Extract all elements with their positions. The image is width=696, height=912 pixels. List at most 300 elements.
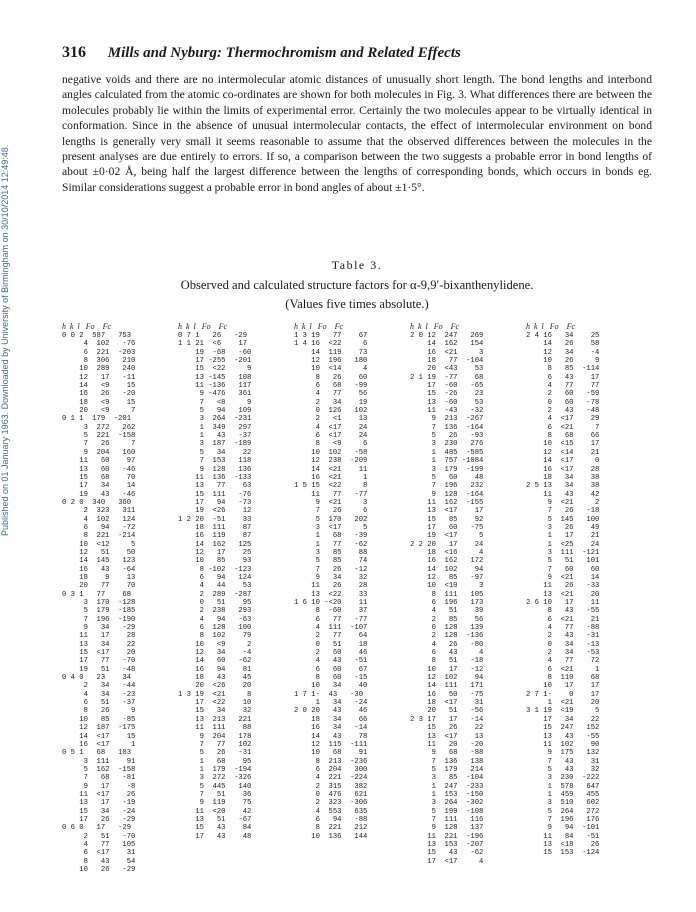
table-row: 5 162 -158 [62,765,136,774]
table-row: 3 272 -326 [178,774,252,783]
table-row: 9 <21 3 [294,498,368,507]
table-row: 13 <17 17 [410,507,484,516]
table-row: 10 <15 17 [526,440,600,449]
table-row: 15 26 22 [410,724,484,733]
table-row: 19 <17 5 [410,532,484,541]
table-row: 5 179 214 [410,765,484,774]
table-row: 4 94 -63 [178,615,252,624]
table-row: 2 128 -136 [410,632,484,641]
table-row: 18 34 38 [526,473,600,482]
table-row: 4 111 -107 [294,624,368,633]
table-row: 10 289 240 [62,365,136,374]
table-row: 0 51 18 [294,640,368,649]
table-row: 11 84 -51 [526,832,600,841]
table-row: 6 51 -37 [62,699,136,708]
table-row: 3 510 602 [526,799,600,808]
table-row: 13 17 -19 [62,799,136,808]
table-row: 8 -60 37 [294,607,368,616]
table-row: 3 179 -199 [410,465,484,474]
table-row: 1 17 21 [526,532,600,541]
table-row: 2 77 64 [294,632,368,641]
table-row: 6 221 -203 [62,348,136,357]
table-row: 16 34 -14 [294,724,368,733]
table-row: 3 264 -231 [178,415,252,424]
table-row: 3 187 -189 [178,440,252,449]
table-row: 3 1 19 <19 5 [526,707,600,716]
table-row: 10 102 -58 [294,448,368,457]
page-header [62,44,652,62]
table-row: 11 -136 117 [178,382,252,391]
table-row: 1 4 16 <22 6 [294,340,368,349]
table-row: 18 77 -104 [410,357,484,366]
table-row: 1 77 -62 [294,540,368,549]
table-row: 14 102 94 [410,565,484,574]
table-row: 0 4 0 23 34 [62,674,132,683]
table-row: 13 <18 26 [526,840,600,849]
table-row: 1 2 20 -51 33 [178,515,252,524]
table-row: 9 34 -29 [62,624,136,633]
table-row: 14 111 171 [410,682,484,691]
table-row: 8 26 60 [294,373,368,382]
table-row: 11 43 42 [526,490,600,499]
table-row: 14 119 73 [294,348,368,357]
table-row: 10 <9 2 [178,640,252,649]
table-row: 11 111 88 [178,724,252,733]
table-row: 18 34 66 [294,715,368,724]
table-row: 2 43 -48 [526,407,600,416]
table-caption: Observed and calculated structure factors for α-9,9′-bixanthenylidene. [180,278,534,292]
table-row: 10 <14 4 [294,365,368,374]
table-row: 9 34 32 [294,573,368,582]
table-row: 5 60 48 [410,473,484,482]
table-row: 7 26 6 [294,507,368,516]
table-row: 2 0 12 247 269 [410,332,484,340]
table-row: 5 94 109 [178,407,252,416]
table-row: 7 <8 9 [178,398,252,407]
table-row: 13 -60 53 [410,398,484,407]
table-row: 18 111 87 [178,523,252,532]
table-row: 19 -68 -60 [178,348,252,357]
table-row: 1 757 -1084 [410,457,484,466]
column-header: h k l Fo Fc [410,322,460,331]
table-row: 9 119 75 [178,799,252,808]
table-row: 2 34 -53 [526,649,600,658]
table-row: 0 0 2 587 753 [62,332,132,340]
table-row: 15 111 -76 [178,490,252,499]
table-row: 10 34 40 [294,682,368,691]
table-row: 17 34 22 [526,715,600,724]
table-row: 8 102 79 [178,632,252,641]
table-row: 4 77 105 [62,840,136,849]
table-label: Table 3. [331,258,383,272]
table-row: 20 <43 53 [410,365,484,374]
table-row: 6 77 -77 [294,615,368,624]
table-row: 2 51 -70 [62,832,136,841]
table-row: 12 17 25 [178,548,252,557]
table-row: 8 26 9 [62,707,136,716]
table-row: 17 94 -73 [178,498,252,507]
table-row: 1 1 21 <6 17 [178,340,248,349]
table-row: 9 17 -8 [62,782,136,791]
table-row: 1 3 19 77 67 [294,332,368,340]
table-row: 12 34 -4 [526,348,600,357]
table-row: 8 60 -15 [294,674,368,683]
table-row: 11 <17 26 [62,790,136,799]
table-row: 17 <17 4 [410,857,484,866]
table-row: 4 34 -23 [62,690,136,699]
column-header: h k l Fo Fc [62,322,112,331]
table-row: 13 77 63 [178,482,252,491]
table-row: 9 128 -164 [410,490,484,499]
table-row: 1 68 95 [178,757,252,766]
table-row: 16 <21 3 [410,348,484,357]
table-row: 2 34 -44 [62,682,136,691]
table-row: 1 7 1- 43 -30 [294,690,364,699]
column-header: h k l Fo Fc [178,322,228,331]
table-row: 8 68 66 [526,432,600,441]
table-row: 2 323 -306 [294,799,368,808]
table-row: 8 221 212 [294,824,368,833]
table-row: 18 9 13 [62,573,136,582]
table-row: 6 <17 31 [62,849,136,858]
table-row: 1 <25 24 [526,540,600,549]
table-row: 15 85 92 [410,515,484,524]
table-row: 17 -60 -65 [410,382,484,391]
table-row: 10 26 9 [526,357,600,366]
table-row: 4 43 -51 [294,657,368,666]
table-row: 6 94 -88 [294,815,368,824]
table-row: 8 85 -114 [526,365,600,374]
table-row: 7 136 138 [410,757,484,766]
table-row: 10 85 -85 [62,715,136,724]
table-row: 19 43 -46 [62,490,136,499]
table-row: 5 170 202 [294,515,368,524]
table-row: 14 162 154 [410,340,484,349]
table-row: 11 77 -77 [294,490,368,499]
table-row: 0 7 1 26 -29 [178,332,248,340]
table-row: 19 <26 12 [178,507,252,516]
table-row: 13 <17 13 [410,732,484,741]
table-column-4 [410,322,510,866]
table-row: 2 2 20 17 24 [410,540,484,549]
table-row: 14 <21 11 [294,465,368,474]
table-row: 2 315 382 [294,782,368,791]
table-row: 6 <21 7 [526,423,600,432]
table-row: 9 -476 361 [178,390,252,399]
column-header: h k l Fo Fc [294,322,344,331]
table-row: 2 60 -59 [526,390,600,399]
table-row: 1 578 647 [526,782,600,791]
table-row: 7 196 -190 [62,615,136,624]
table-row: 9 204 178 [178,732,252,741]
table-row: 13 <22 33 [294,590,368,599]
table-row: 0 34 -13 [526,640,600,649]
table-row: 12 115 -111 [294,740,368,749]
table-row: 4 <17 29 [526,415,600,424]
table-row: 17 60 -75 [410,523,484,532]
table-row: 1 6 10 -<20 11 [294,599,368,607]
table-row: 14 60 -62 [178,657,252,666]
table-row: 17 34 14 [62,482,136,491]
table-row: 11 136 -133 [178,473,252,482]
table-row: 8 306 210 [62,357,136,366]
table-row: 1 <21 20 [526,699,600,708]
table-row: 5 179 -185 [62,607,136,616]
table-row: 7 26 7 [62,440,136,449]
table-row: 11 20 -20 [410,740,484,749]
table-row: 10 <10 3 [410,582,484,591]
table-row: 12 102 94 [410,674,484,683]
table-row: 7 26 -12 [294,565,368,574]
table-row: 2 <1 13 [294,415,368,424]
table-row: 16 <21 1 [294,473,368,482]
table-row: 0 476 621 [294,790,368,799]
table-row: 11 102 90 [526,740,600,749]
table-row: 7 60 60 [526,565,600,574]
table-row: 0 126 102 [294,407,368,416]
table-row: 4 221 -224 [294,774,368,783]
table-row: 7 51 36 [178,790,252,799]
structure-factor-table [62,322,642,902]
table-row: 6 68 -99 [294,382,368,391]
column-header: h k l Fo Fc [526,322,576,331]
table-row: 1 34 -24 [294,699,368,708]
table-row: 6 94 124 [178,573,252,582]
table-row: 14 145 123 [62,557,136,566]
table-row: 7 68 -81 [62,774,136,783]
table-row: 16 <17 28 [526,465,600,474]
table-row: 13 43 -55 [526,732,600,741]
table-row: 15 43 -62 [410,849,484,858]
table-row: 14 26 58 [526,340,600,349]
table-row: 6 60 67 [294,665,368,674]
table-row: 20 77 70 [62,582,136,591]
table-row: 3 230 276 [410,440,484,449]
table-row: 1 43 -37 [178,432,252,441]
table-row: 9 68 -88 [410,749,484,758]
table-row: 4 102 124 [62,515,136,524]
table-row: 2 60 46 [294,649,368,658]
table-row: 0 51 95 [178,599,252,607]
table-row: 4 51 39 [410,607,484,616]
column-rows [526,332,626,858]
table-row: 15 <17 20 [62,649,136,658]
table-row: 6 43 17 [526,373,600,382]
table-row: 1 68 -39 [294,532,368,541]
table-row: 15 153 -124 [526,849,600,858]
table-row: 3 85 88 [294,548,368,557]
table-row: 14 43 78 [294,732,368,741]
table-row: 6 128 100 [178,624,252,633]
table-row: 18 <17 31 [410,699,484,708]
table-row: 4 553 635 [294,807,368,816]
table-row: 3 170 -128 [62,599,136,607]
table-row: 11 <20 42 [178,807,252,816]
table-row: 0 60 -78 [526,398,600,407]
table-row: 16 50 -75 [410,690,484,699]
table-row: 8 <9 6 [294,440,368,449]
table-row: 14 <17 0 [526,457,600,466]
table-row: 3 85 -104 [410,774,484,783]
table-row: 5 51 101 [526,557,600,566]
table-row: 8 43 54 [62,857,136,866]
table-row: 12 187 -175 [62,724,136,733]
table-row: 2 0 20 43 46 [294,707,368,716]
table-row: 12 51 50 [62,548,136,557]
table-row: 1 247 -233 [410,782,484,791]
table-row: 10 136 144 [294,832,368,841]
column-rows [410,332,510,866]
table-row: 3 230 -222 [526,774,600,783]
table-row: 8 221 -214 [62,532,136,541]
table-row: 9 94 -101 [526,824,600,833]
table-row: 1 459 455 [526,790,600,799]
table-row: 5 34 22 [178,448,252,457]
table-row: 5 85 74 [294,557,368,566]
table-row: 13 -145 108 [178,373,252,382]
table-row: 5 145 100 [526,515,600,524]
table-row: 15 34 -24 [62,807,136,816]
table-row: 0 2 0 340 360 [62,498,132,507]
table-row: 13 60 -46 [62,465,136,474]
column-rows [178,332,278,841]
table-row: 17 <22 10 [178,699,252,708]
table-row: 15 247 152 [526,724,600,733]
table-row: 11 26 28 [294,582,368,591]
table-row: 5 221 -158 [62,432,136,441]
table-row: 1 349 297 [178,423,252,432]
table-row: 8 213 -236 [294,757,368,766]
table-row: 6 196 173 [410,599,484,607]
table-row: 5 199 -108 [410,807,484,816]
table-row: 9 128 136 [178,465,252,474]
table-row: 3 111 -121 [526,548,600,557]
download-side-note: Published on 01 January 1963. Downloaded by University of Birmingham on 30/10/2014 12:49:48. [0,144,10,536]
table-row: 6 43 4 [410,649,484,658]
table-row: 3 272 262 [62,423,136,432]
table-row: 15 68 70 [62,473,136,482]
table-row: 6 204 300 [294,765,368,774]
table-row: 2 85 56 [410,615,484,624]
table-row: 11 60 97 [62,457,136,466]
table-row: 19 51 -48 [62,665,136,674]
table-row: 10 17 17 [526,682,600,691]
table-row: 7 196 232 [410,482,484,491]
table-row: 20 <9 7 [62,407,136,416]
table-row: 12 238 -209 [294,457,368,466]
table-row: 11 -43 -32 [410,407,484,416]
table-row: 14 <9 15 [62,382,136,391]
table-row: 8 111 105 [410,590,484,599]
table-row: 0 1 1 179 -201 [62,415,132,424]
table-row: 11 26 -33 [526,582,600,591]
table-row: 7 153 118 [178,457,252,466]
table-row: 2 238 293 [178,607,252,616]
column-rows [294,332,394,841]
table-row: 11 17 28 [62,632,136,641]
table-row: 8 110 68 [526,674,600,683]
table-row: 9 128 137 [410,824,484,833]
table-row: 1 485 -585 [410,448,484,457]
table-row: 16 162 172 [410,557,484,566]
table-row: 16 <17 1 [62,740,136,749]
table-row: 0 128 139 [410,624,484,633]
table-row: 4 77 -88 [526,624,600,633]
table-row: 1 3 19 <21 8 [178,690,252,699]
table-row: 2 289 -287 [178,590,252,599]
table-row: 4 77 56 [294,390,368,399]
table-row: 10 <12 5 [62,540,136,549]
table-row: 1 179 -194 [178,765,252,774]
table-row: 1 5 15 <22 8 [294,482,368,491]
table-row: 7 136 -164 [410,423,484,432]
table-row: 5 445 140 [178,782,252,791]
table-row: 2 34 19 [294,398,368,407]
table-row: 13 213 221 [178,715,252,724]
table-row: 7 111 116 [410,815,484,824]
table-row: 15 34 32 [178,707,252,716]
table-row: 17 26 -29 [62,815,136,824]
table-row: 10 85 93 [178,557,252,566]
table-row: 13 51 -67 [178,815,252,824]
table-row: 18 43 45 [178,674,252,683]
table-row: 2 43 -31 [526,632,600,641]
table-row: 4 77 77 [526,382,600,391]
table-row: 11 162 -155 [410,498,484,507]
table-row: 13 34 22 [62,640,136,649]
table-row: 2 3 17 17 -14 [410,715,484,724]
table-row: 5 43 32 [526,765,600,774]
table-row: 2 1 19 -77 68 [410,373,484,382]
table-row: 20 <26 20 [178,682,252,691]
table-row: 4 102 -76 [62,340,136,349]
table-row: 16 119 87 [178,532,252,541]
table-row: 14 <17 15 [62,732,136,741]
page-number: 316 [62,44,86,61]
table-row: 15 -26 23 [410,390,484,399]
table-row: 7 26 -18 [526,507,600,516]
table-row: 5 26 -31 [178,749,252,758]
table-row: 6 <21 1 [526,665,600,674]
table-row: 0 3 1 77 68 [62,590,132,599]
table-row: 12 <14 21 [526,448,600,457]
table-column-1 [62,322,162,874]
table-row: 4 44 53 [178,582,252,591]
table-row: 1 153 -150 [410,790,484,799]
table-row: 10 68 91 [294,749,368,758]
table-row: 3 <17 5 [294,523,368,532]
table-row: 8 -102 -123 [178,565,252,574]
table-row: 4 <17 24 [294,423,368,432]
table-row: 12 85 -97 [410,573,484,582]
table-row: 16 43 -64 [62,565,136,574]
table-row: 7 77 102 [178,740,252,749]
table-row: 5 26 -93 [410,432,484,441]
table-row: 5 264 272 [526,807,600,816]
table-row: 3 26 49 [526,523,600,532]
table-row: 9 204 160 [62,448,136,457]
table-row: 17 43 48 [178,832,252,841]
table-row: 2 5 13 34 38 [526,482,600,491]
table-row: 10 26 -29 [62,866,136,874]
table-row: 2 7 1- 0 17 [526,690,600,699]
table-row: 17 77 -70 [62,657,136,666]
table-row: 6 <17 24 [294,432,368,441]
body-paragraph: negative voids and there are no intermolecular atomic distances of unusually short length. The bond lengths and interbond angles calculated from the atomic co-ordinates are shown for both molecules in Fig. 3. What differences there are between the molecules probably lie within the limits of experimental error. Certainly the two molecules appear to be virtually identical in conformation. Since in the absence of unusual intermolecular contacts, the effect of intermolecular environment on bond lengths is generally very small it seems reasonable to assume that the observed differences between the molecules in the present analyses are due entirely to errors. If so, a comparison between the two suggests a probable error in bond lengths of about ±0·02 Å, being half the largest difference between the lengths of corresponding bonds, which occurs in bonds eg. Similar considerations suggest a probable error in bond angles of about ±1·5°. [62,73,652,194]
table-row: 20 51 -56 [410,707,484,716]
table-column-2 [178,322,278,841]
table-row: 15 43 84 [178,824,252,833]
